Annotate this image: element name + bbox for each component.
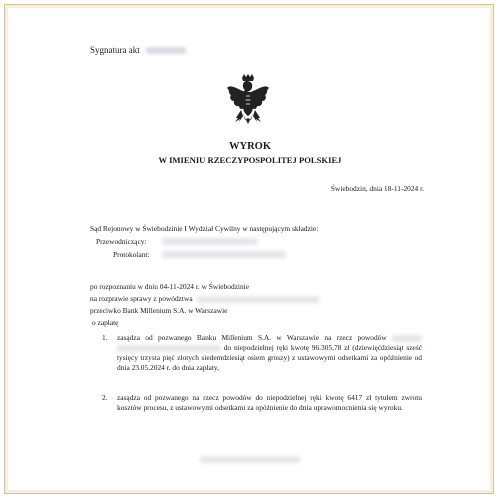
clerk-row — [113, 250, 150, 260]
plaintiffs-names-redacted-b — [117, 345, 221, 352]
case-plaintiffs-label: na rozprawie sprawy z powództwa — [90, 294, 193, 303]
ruling-1-part-a: zasądza od pozwanego Banku Millenium S.A. w Warszawie na rzecz powodów — [117, 333, 387, 342]
document-subtitle: W IMIENIU RZECZYPOSPOLITEJ POLSKIEJ — [158, 155, 342, 165]
case-defendant-line: przeciwko Bank Millenium S.A. w Warszawie — [90, 306, 228, 315]
court-intro: Sąd Rejonowy w Świebodzinie I Wydział Cywilny w następującym składzie: — [90, 224, 319, 233]
clerk-label: Protokolant: — [113, 250, 150, 259]
ruling-2-text: zasądza od pozwanego na rzecz powodów do niepodzielnej ręki kwotę 6417 zł tytułem zwrotu kosztów procesu, z ustawowymi odsetkami za opóźnienie do dnia uprawomocnienia się wyroku. — [117, 393, 422, 412]
judge-signature-redacted — [200, 456, 300, 463]
plaintiffs-names-redacted-a — [392, 335, 422, 342]
ruling-1-number: 1. — [102, 333, 108, 342]
case-signature-label: Sygnatura akt — [90, 45, 140, 55]
presiding-judge-row — [96, 237, 146, 247]
case-subject-line: o zapłatę — [92, 318, 119, 327]
polish-eagle-emblem-icon — [226, 74, 270, 132]
ruling-1-text — [117, 333, 422, 373]
case-hearing-line: po rozpoznaniu w dniu 04-11-2024 r. w Świebodzinie — [90, 282, 250, 291]
document-title: WYROK — [229, 141, 271, 152]
clerk-redacted — [162, 251, 286, 258]
case-plaintiffs-line — [90, 294, 319, 304]
place-date: Świebodzin, dnia 18-11-2024 r. — [330, 184, 424, 193]
case-number-redacted — [146, 47, 186, 54]
ruling-1-part-b: do niepodzielnej ręki kwotę 96.305,78 zł (dziewięćdziesiąt sześć tysięcy trzysta pięć złotych siedemdziesiąt osiem groszy) z ustawowymi odsetkami za opóźnienie od dnia 23.05.2024 r. do dnia zapłaty, — [117, 342, 422, 372]
presiding-judge-redacted — [162, 238, 258, 245]
presiding-judge-label: Przewodniczący: — [96, 237, 147, 246]
case-signature — [90, 44, 186, 56]
ruling-2-number: 2. — [102, 393, 108, 402]
plaintiffs-redacted — [197, 296, 319, 303]
